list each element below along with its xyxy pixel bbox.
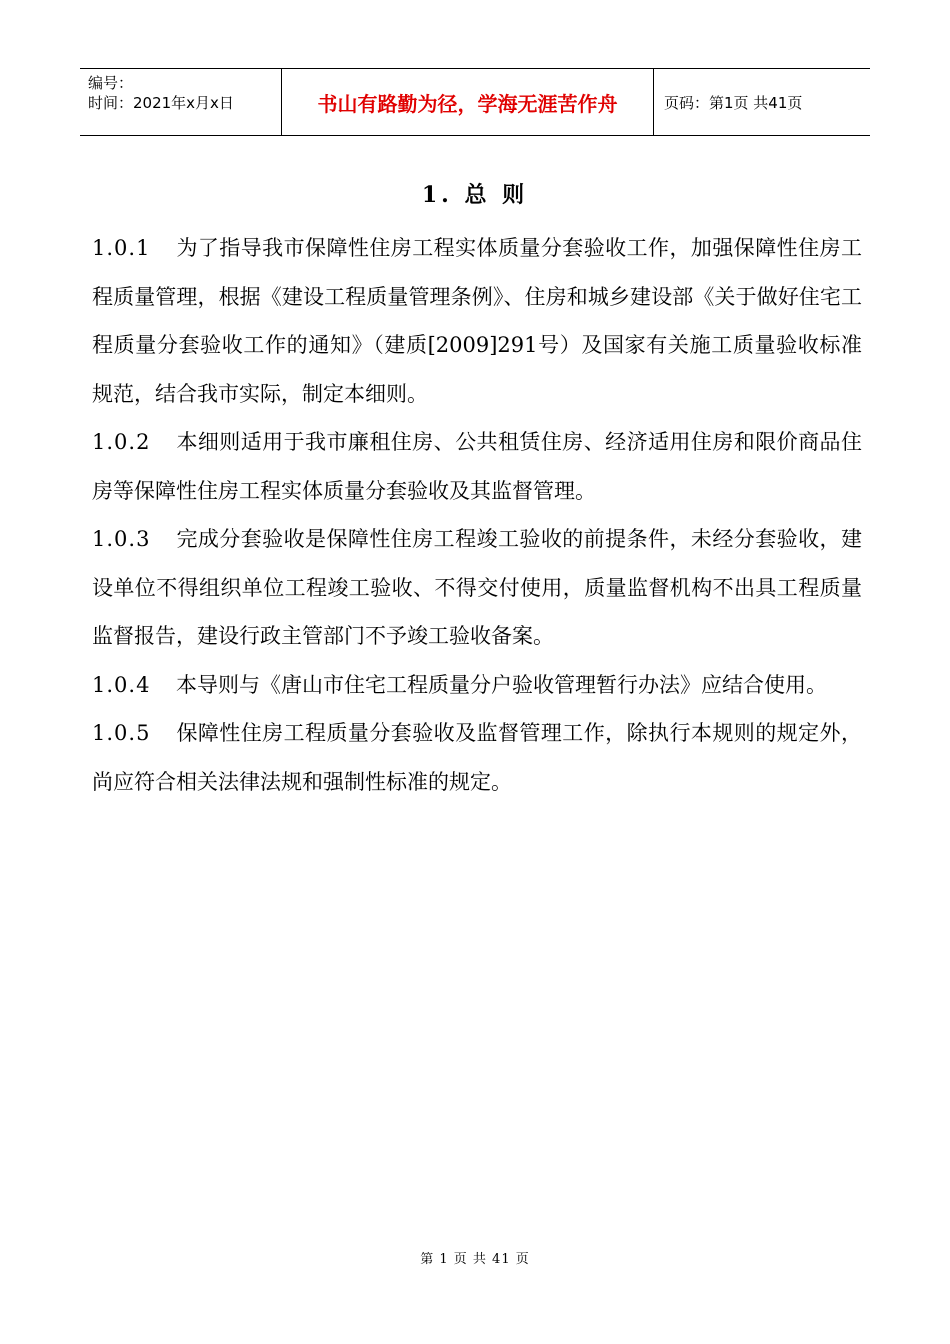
paragraph-text: 本细则适用于我市廉租住房、公共租赁住房、经济适用住房和限价商品住房等保障性住房工程实体质量分套验收及其监督管理。: [92, 430, 862, 503]
paragraph-1-0-4: [92, 661, 862, 710]
page-footer: 第 1 页 共 41 页: [420, 1252, 530, 1267]
paragraph-number: 1.0.4: [92, 672, 151, 697]
paragraph-text: 为了指导我市保障性住房工程实体质量分套验收工作，加强保障性住房工程质量管理，根据《建设工程质量管理条例》、住房和城乡建设部《关于做好住宅工程质量分套验收工作的通知》（建质[2009]291号）及国家有关施工质量验收标准规范，结合我市实际，制定本细则。: [92, 236, 862, 406]
paragraph-1-0-3: [92, 515, 862, 661]
paragraph-number: 1.0.1: [92, 236, 151, 260]
paragraph-number: 1.0.3: [92, 527, 151, 551]
paragraph-number: 1.0.2: [92, 430, 151, 454]
header-motto: 书山有路勤为径，学海无涯苦作舟: [282, 69, 654, 135]
paragraph-1-0-5: [92, 709, 862, 806]
document-body: [92, 224, 862, 806]
header-meta: [80, 69, 282, 135]
paragraph-1-0-1: [92, 224, 862, 418]
paragraph-text: 本导则与《唐山市住宅工程质量分户验收管理暂行办法》应结合使用。: [176, 672, 827, 697]
paragraph-1-0-2: [92, 418, 862, 515]
document-time-label: 时间：2021年x月x日: [88, 94, 234, 112]
paragraph-number: 1.0.5: [92, 721, 151, 745]
section-title: 1. 总 则: [421, 182, 529, 208]
header-page-info: 页码：第1页 共41页: [664, 93, 803, 112]
paragraph-text: 保障性住房工程质量分套验收及监督管理工作，除执行本规则的规定外，尚应符合相关法律法规和强制性标准的规定。: [92, 721, 862, 794]
page-header: [80, 68, 870, 136]
paragraph-text: 完成分套验收是保障性住房工程竣工验收的前提条件，未经分套验收，建设单位不得组织单位工程竣工验收、不得交付使用，质量监督机构不出具工程质量监督报告，建设行政主管部门不予竣工验收备案。: [92, 527, 862, 648]
document-number-label: 编号：: [88, 74, 134, 92]
